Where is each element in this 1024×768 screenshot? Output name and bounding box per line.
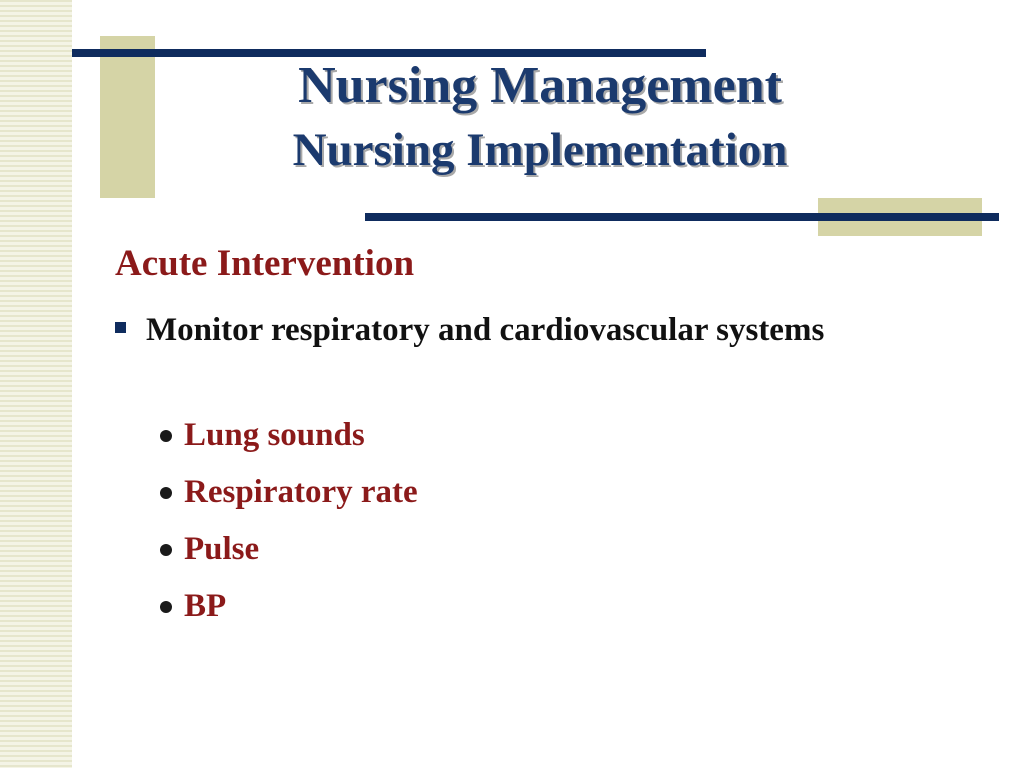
decorative-stripe-band [0,0,72,768]
sub-bullet-item [160,578,418,635]
sub-bullet-item [160,521,418,578]
decorative-olive-block-top [100,36,155,198]
round-bullet-icon [160,430,172,442]
round-bullet-icon [160,544,172,556]
sub-bullet-item [160,464,418,521]
sub-bullet-label: BP [184,588,227,624]
section-heading: Acute Intervention [115,243,415,284]
round-bullet-icon [160,487,172,499]
sub-bullet-label: Lung sounds [184,417,365,453]
bullet-text: Monitor respiratory and cardiovascular systems [146,312,825,348]
slide-title: Nursing Management [298,57,782,114]
decorative-rule-top [72,49,706,57]
round-bullet-icon [160,601,172,613]
square-bullet-icon [115,306,146,333]
bullet-item [115,306,875,354]
sub-bullet-label: Respiratory rate [184,474,418,510]
sub-bullet-list [160,407,418,635]
slide-subtitle: Nursing Implementation [292,124,788,176]
sub-bullet-label: Pulse [184,531,260,567]
sub-bullet-item [160,407,418,464]
decorative-rule-bottom [365,213,999,221]
